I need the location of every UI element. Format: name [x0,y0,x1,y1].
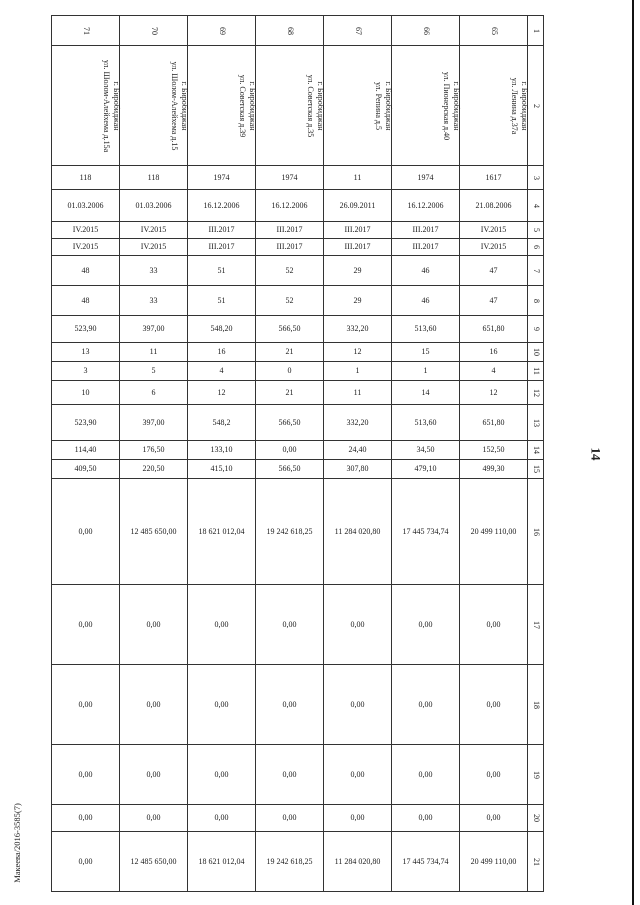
value-cell: IV.2015 [52,222,120,239]
value-cell: 16.12.2006 [392,190,460,222]
row-number-cell [528,479,544,585]
value-cell: 20 499 110,00 [460,479,528,585]
value-cell: 152,50 [460,441,528,460]
value-cell: 0,00 [392,665,460,745]
table-row [52,665,544,745]
value-cell: 523,90 [52,405,120,441]
value-cell: IV.2015 [120,239,188,256]
table-row [52,805,544,832]
value-cell: 12 [324,343,392,362]
value-cell: 1617 [460,166,528,190]
row-number-cell [528,805,544,832]
value-cell: 0,00 [392,745,460,805]
value-cell: 33 [120,256,188,286]
address-city: г. Биробиджан [248,80,257,131]
row-number: 17 [531,620,541,629]
address-city: г. Биробиджан [452,80,461,131]
address-city: г. Биробиджан [316,80,325,131]
value-cell: 0,00 [256,441,324,460]
address-street: ул. Советская д.35 [306,74,315,137]
value-cell: 1 [324,362,392,381]
value-cell: 01.03.2006 [52,190,120,222]
value-cell: 1974 [256,166,324,190]
value-cell: 0,00 [460,745,528,805]
column-number: 67 [353,26,363,35]
row-number-cell [528,665,544,745]
value-cell: 1974 [188,166,256,190]
row-number: 21 [531,857,541,866]
page-number: 14 [588,447,603,461]
address-street: ул. Пионерская д.40 [442,71,451,140]
value-cell: 176,50 [120,441,188,460]
row-number: 14 [531,446,541,454]
row-number-cell [528,46,544,166]
row-number-cell [528,585,544,665]
value-cell: 566,50 [256,316,324,343]
value-cell: 0,00 [392,585,460,665]
row-number-cell [528,239,544,256]
value-cell: 12 [188,381,256,405]
value-cell: III.2017 [324,222,392,239]
value-cell: 0,00 [188,745,256,805]
value-cell: 0,00 [52,665,120,745]
value-cell: 0,00 [324,665,392,745]
row-number: 6 [531,245,541,249]
value-cell: 0,00 [324,805,392,832]
table-row [52,585,544,665]
value-cell: 52 [256,256,324,286]
value-cell: 34,50 [392,441,460,460]
table-row [52,343,544,362]
table-row [52,745,544,805]
table-row [52,46,544,166]
column-number-cell [120,16,188,46]
row-number-cell [528,16,544,46]
value-cell: 1974 [392,166,460,190]
column-number-cell [256,16,324,46]
row-number-cell [528,405,544,441]
value-cell: 566,50 [256,405,324,441]
table-row [52,441,544,460]
address-street: ул. Шолом-Алейхема д.15а [102,59,111,152]
value-cell: 24,40 [324,441,392,460]
value-cell: 499,30 [460,460,528,479]
value-cell: 118 [52,166,120,190]
row-number-cell [528,832,544,892]
value-cell: 118 [120,166,188,190]
value-cell: 3 [52,362,120,381]
value-cell: 48 [52,256,120,286]
value-cell: 18 621 012,04 [188,479,256,585]
value-cell: 47 [460,256,528,286]
value-cell: 13 [52,343,120,362]
value-cell: 566,50 [256,460,324,479]
value-cell: 307,80 [324,460,392,479]
value-cell: 397,00 [120,316,188,343]
row-number: 16 [531,527,541,536]
value-cell: 0,00 [120,805,188,832]
row-number: 12 [531,388,541,397]
row-number: 8 [531,298,541,303]
table-row [52,16,544,46]
value-cell: 52 [256,286,324,316]
value-cell: 0,00 [256,805,324,832]
value-cell: 0,00 [256,745,324,805]
column-number: 70 [149,26,159,35]
address-cell [120,46,188,166]
address-cell [256,46,324,166]
value-cell: 11 284 020,80 [324,832,392,892]
row-number-cell [528,316,544,343]
value-cell: 11 [120,343,188,362]
table-row [52,166,544,190]
column-number: 71 [81,26,91,35]
value-cell: 548,2 [188,405,256,441]
value-cell: III.2017 [256,239,324,256]
value-cell: 0,00 [52,805,120,832]
address [305,47,325,165]
column-number-cell [324,16,392,46]
row-number: 7 [531,268,541,273]
value-cell: 1 [392,362,460,381]
address [101,47,121,165]
table-row [52,460,544,479]
address [441,47,461,165]
value-cell: 5 [120,362,188,381]
column-number-cell [188,16,256,46]
value-cell: IV.2015 [120,222,188,239]
value-cell: 10 [52,381,120,405]
value-cell: 332,20 [324,316,392,343]
row-number-cell [528,190,544,222]
row-number-cell [528,343,544,362]
column-number: 68 [285,26,295,35]
value-cell: 51 [188,256,256,286]
value-cell: 18 621 012,04 [188,832,256,892]
row-number: 15 [531,465,541,473]
address-cell [392,46,460,166]
value-cell: 12 485 650,00 [120,832,188,892]
value-cell: 0,00 [120,585,188,665]
address-street: ул. Советская д.39 [238,74,247,137]
row-number: 11 [531,367,541,375]
row-number-cell [528,256,544,286]
value-cell: 11 284 020,80 [324,479,392,585]
row-number: 1 [531,28,541,33]
value-cell: 0,00 [392,805,460,832]
row-number-cell [528,222,544,239]
row-number-cell [528,460,544,479]
value-cell: III.2017 [256,222,324,239]
row-number: 4 [531,203,541,208]
address-city: г. Биробиджан [520,80,529,131]
value-cell: 16 [460,343,528,362]
table-row [52,286,544,316]
value-cell: 114,40 [52,441,120,460]
row-number: 13 [531,418,541,427]
value-cell: 11 [324,166,392,190]
column-number-cell [392,16,460,46]
value-cell: 01.03.2006 [120,190,188,222]
page-edge-rule [632,0,634,905]
value-cell: 0,00 [460,585,528,665]
value-cell: 0,00 [120,665,188,745]
address [237,47,257,165]
table-row [52,405,544,441]
table-row [52,222,544,239]
value-cell: 0,00 [120,745,188,805]
value-cell: III.2017 [324,239,392,256]
value-cell: 29 [324,256,392,286]
table-row [52,362,544,381]
value-cell: 12 [460,381,528,405]
address-street: ул. Ленина д.37а [510,77,519,134]
value-cell: 29 [324,286,392,316]
value-cell: 19 242 618,25 [256,832,324,892]
value-cell: 479,10 [392,460,460,479]
column-number: 65 [489,26,499,35]
value-cell: 47 [460,286,528,316]
value-cell: III.2017 [392,239,460,256]
row-number-cell [528,362,544,381]
value-cell: 16.12.2006 [256,190,324,222]
value-cell: 523,90 [52,316,120,343]
address-cell [188,46,256,166]
value-cell: 651,80 [460,316,528,343]
row-number: 19 [531,770,541,779]
value-cell: 17 445 734,74 [392,479,460,585]
value-cell: 651,80 [460,405,528,441]
value-cell: 0,00 [324,745,392,805]
value-cell: 12 485 650,00 [120,479,188,585]
column-number: 66 [421,26,431,35]
row-number: 18 [531,700,541,709]
address-cell [460,46,528,166]
table-row [52,316,544,343]
column-number: 69 [217,26,227,35]
column-number-cell [460,16,528,46]
address-city: г. Биробиджан [112,80,121,131]
value-cell: 48 [52,286,120,316]
row-number-cell [528,166,544,190]
value-cell: 21.08.2006 [460,190,528,222]
value-cell: IV.2015 [52,239,120,256]
value-cell: 0,00 [52,585,120,665]
value-cell: 4 [188,362,256,381]
value-cell: 33 [120,286,188,316]
row-number: 20 [531,814,541,822]
table-row [52,256,544,286]
value-cell: 11 [324,381,392,405]
value-cell: 0,00 [188,585,256,665]
value-cell: 0,00 [52,832,120,892]
footer-reference: Макеева/2016-3585(7) [12,803,22,883]
value-cell: 21 [256,381,324,405]
value-cell: 0,00 [52,479,120,585]
address-street: ул. Репина д.5 [374,81,383,130]
value-cell: 409,50 [52,460,120,479]
value-cell: 332,20 [324,405,392,441]
value-cell: 17 445 734,74 [392,832,460,892]
value-cell: 0,00 [460,805,528,832]
row-number-cell [528,745,544,805]
value-cell: 0,00 [256,585,324,665]
address-cell [52,46,120,166]
address [373,47,393,165]
value-cell: 0,00 [52,745,120,805]
register-table [51,15,544,892]
address-street: ул. Шолом-Алейхема д.15 [170,61,179,150]
value-cell: 46 [392,256,460,286]
value-cell: 0 [256,362,324,381]
address [509,47,529,165]
row-number: 3 [531,175,541,180]
row-number: 10 [531,348,541,356]
value-cell: 19 242 618,25 [256,479,324,585]
value-cell: 548,20 [188,316,256,343]
table-row [52,381,544,405]
value-cell: 6 [120,381,188,405]
value-cell: 220,50 [120,460,188,479]
value-cell: 14 [392,381,460,405]
value-cell: 0,00 [256,665,324,745]
value-cell: IV.2015 [460,222,528,239]
value-cell: 51 [188,286,256,316]
value-cell: 46 [392,286,460,316]
value-cell: 20 499 110,00 [460,832,528,892]
value-cell: 16 [188,343,256,362]
table-row [52,832,544,892]
value-cell: 415,10 [188,460,256,479]
value-cell: 21 [256,343,324,362]
table-row [52,479,544,585]
address [169,47,189,165]
value-cell: III.2017 [188,222,256,239]
address-city: г. Биробиджан [384,80,393,131]
table-row [52,239,544,256]
value-cell: 0,00 [188,665,256,745]
row-number-cell [528,441,544,460]
value-cell: III.2017 [188,239,256,256]
row-number: 5 [531,228,541,232]
table-row [52,190,544,222]
value-cell: 15 [392,343,460,362]
row-number: 9 [531,327,541,331]
value-cell: III.2017 [392,222,460,239]
value-cell: 397,00 [120,405,188,441]
value-cell: 0,00 [460,665,528,745]
value-cell: 133,10 [188,441,256,460]
address-city: г. Биробиджан [180,80,189,131]
value-cell: 0,00 [324,585,392,665]
value-cell: IV.2015 [460,239,528,256]
value-cell: 513,60 [392,405,460,441]
row-number: 2 [531,103,541,108]
value-cell: 26.09.2011 [324,190,392,222]
row-number-cell [528,381,544,405]
address-cell [324,46,392,166]
value-cell: 513,60 [392,316,460,343]
column-number-cell [52,16,120,46]
row-number-cell [528,286,544,316]
value-cell: 4 [460,362,528,381]
value-cell: 0,00 [188,805,256,832]
value-cell: 16.12.2006 [188,190,256,222]
